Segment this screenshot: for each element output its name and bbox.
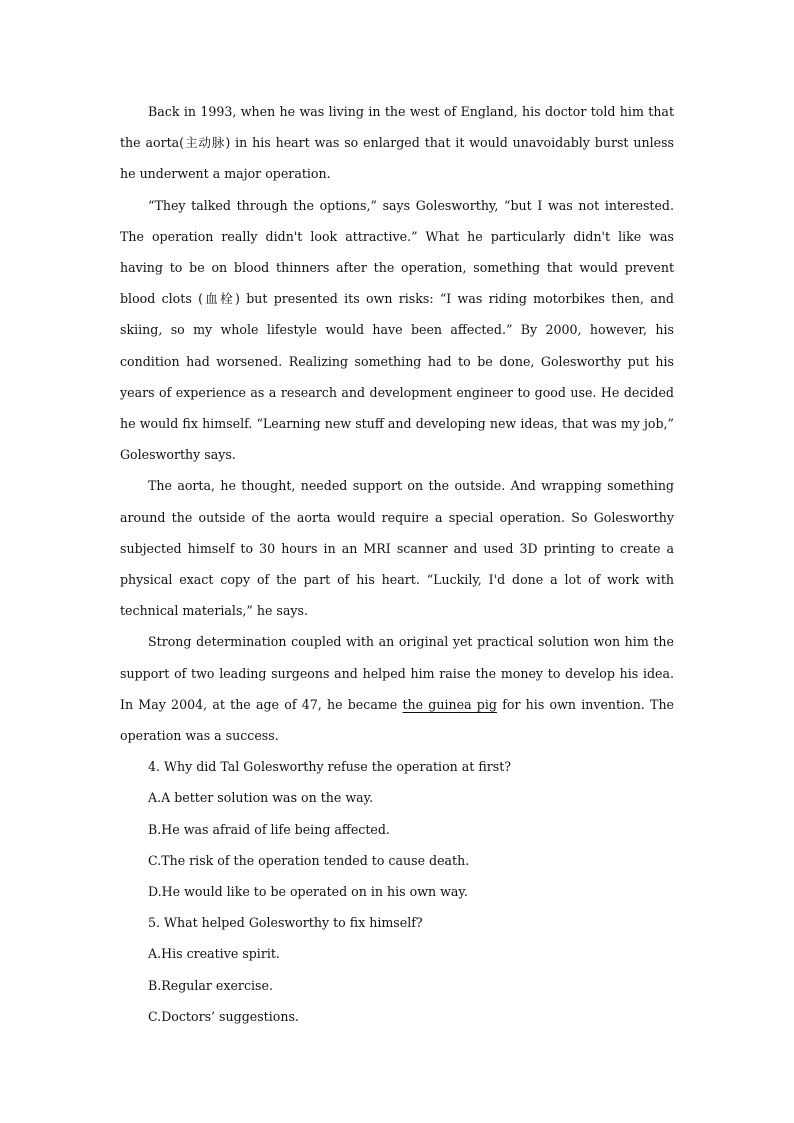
question-5-option-a: A.His creative spirit.: [148, 946, 280, 962]
paragraph-4: [120, 626, 674, 751]
question-5-option-b: B.Regular exercise.: [148, 977, 273, 993]
question-4-stem: 4. Why did Tal Golesworthy refuse the operation at first?: [148, 759, 512, 775]
question-4-option-a: A.A better solution was on the way.: [148, 790, 374, 806]
document-page: [120, 96, 674, 1032]
question-4-option-c: C.The risk of the operation tended to cause death.: [148, 852, 470, 868]
question-4-option-b: B.He was afraid of life being affected.: [148, 821, 390, 837]
underlined-phrase: the guinea pig: [402, 696, 497, 712]
paragraph-4-text-before: Strong determination coupled with an original yet practical solution won him the support of two leading surgeons and helped him raise the money to develop his idea. In May 2004, at the age of 47, he became: [120, 634, 674, 712]
question-5-stem: 5. What helped Golesworthy to fix himself?: [148, 915, 423, 931]
question-5-option-c: C.Doctors’ suggestions.: [148, 1008, 299, 1024]
question-4-option-d: D.He would like to be operated on in his own way.: [148, 884, 468, 900]
paragraph-4-text-after: for his own invention. The operation was a success.: [120, 696, 675, 744]
paragraph-1: Back in 1993, when he was living in the west of England, his doctor told him that the aorta(主动脉) in his heart was so enlarged that it would unavoidably burst unless he underwent a major operation.: [120, 104, 674, 182]
paragraph-2: “They talked through the options,” says Golesworthy, “but I was not interested. The operation really didn't look attractive.” What he particularly didn't like was having to be on blood thinners after the operation, something that would prevent blood clots (血栓) but presented its own risks: “I was riding motorbikes then, and skiing, so my whole lifestyle would have been affected.” By 2000, however, his condition had worsened. Realizing something had to be done, Golesworthy put his years of experience as a research and development engineer to good use. He decided he would fix himself. “Learning new stuff and developing new ideas, that was my job,” Golesworthy says.: [120, 197, 674, 463]
paragraph-3: The aorta, he thought, needed support on the outside. And wrapping something around the outside of the aorta would require a special operation. So Golesworthy subjected himself to 30 hours in an MRI scanner and used 3D printing to create a physical exact copy of the part of his heart. “Luckily, I'd done a lot of work with technical materials,” he says.: [120, 478, 674, 619]
